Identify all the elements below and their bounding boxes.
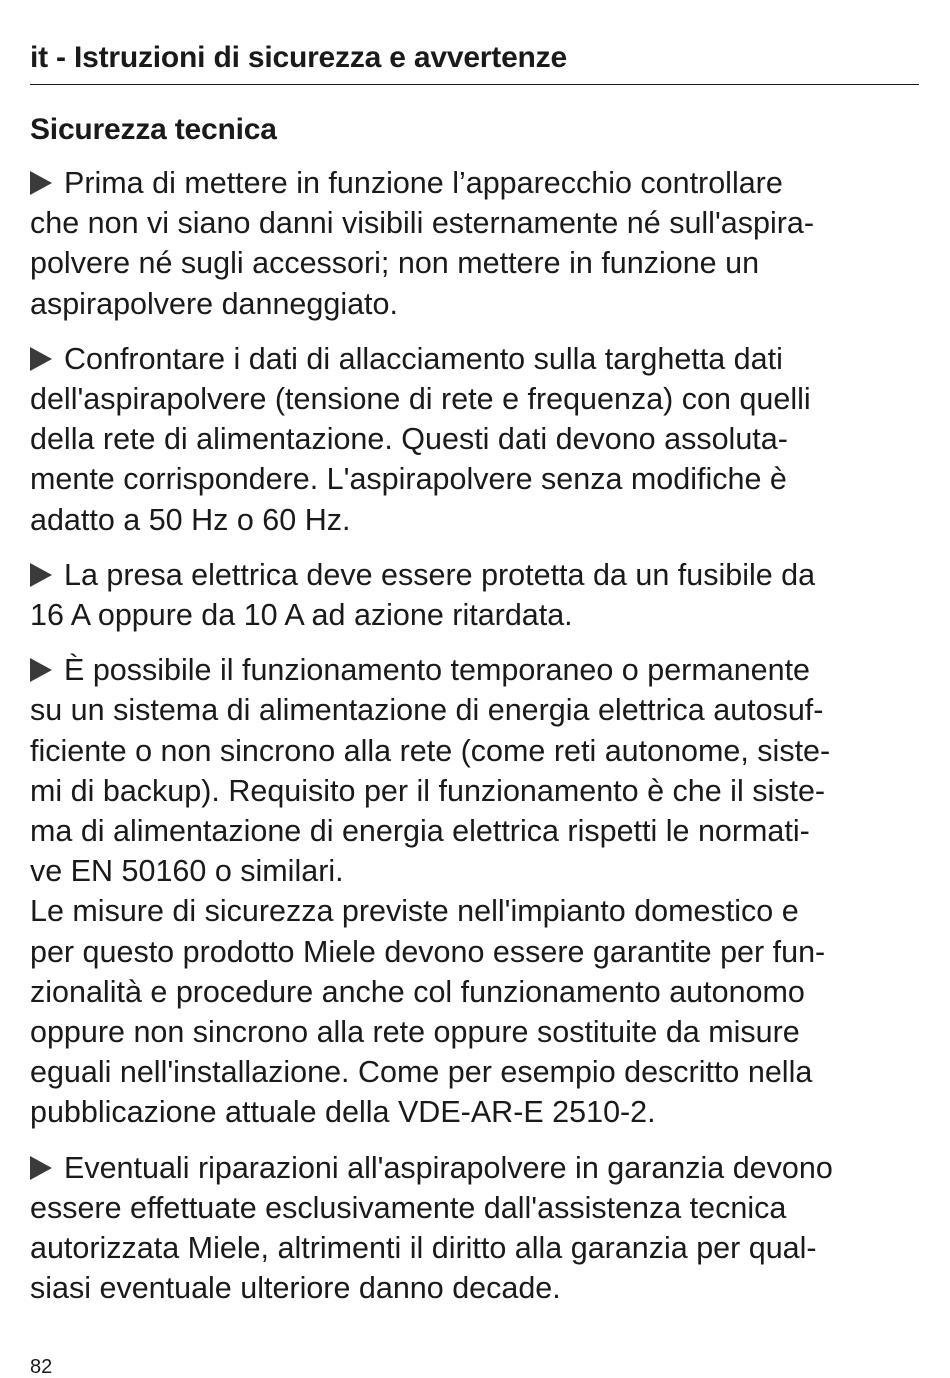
text-line: siasi eventuale ulteriore danno decade.	[30, 1271, 561, 1306]
text-line: polvere né sugli accessori; non mettere in funzione un	[30, 246, 760, 281]
page-header: it - Istruzioni di sicurezza e avvertenze	[30, 38, 919, 85]
text-line: ma di alimentazione di energia elettrica rispetti le normati-	[30, 814, 810, 849]
text-line: essere effettuate esclusivamente dall'assistenza tecnica	[30, 1190, 787, 1225]
text-line	[30, 339, 920, 379]
bullet-arrow-icon	[30, 1156, 52, 1180]
text-line	[30, 163, 920, 203]
text-line: Le misure di sicurezza previste nell'impianto domestico e	[30, 894, 799, 929]
text-line: dell'aspirapolvere (tensione di rete e frequenza) con quelli	[30, 382, 811, 417]
text-line: su un sistema di alimentazione di energia elettrica autosuf-	[30, 693, 824, 728]
text-line	[30, 650, 920, 690]
section-title: Sicurezza tecnica	[30, 113, 277, 146]
text-line: che non vi siano danni visibili esternamente né sull'aspira-	[30, 206, 815, 241]
text-line: mi di backup). Requisito per il funzionamento è che il siste-	[30, 773, 826, 808]
bullet-arrow-icon	[30, 658, 52, 682]
safety-item	[30, 339, 920, 540]
text-line-content: È possibile il funzionamento temporaneo o permanente	[64, 653, 811, 688]
safety-item	[30, 163, 920, 324]
content-body	[30, 163, 920, 1323]
safety-item	[30, 555, 920, 635]
text-line: zionalità e procedure anche col funzionamento autonomo	[30, 974, 805, 1009]
safety-item	[30, 650, 920, 1132]
text-line: pubblicazione attuale della VDE-AR-E 2510-2.	[30, 1095, 656, 1130]
text-line-content: La presa elettrica deve essere protetta da un fusibile da	[64, 557, 816, 592]
text-line: della rete di alimentazione. Questi dati devono assoluta-	[30, 422, 788, 457]
text-line-content: Prima di mettere in funzione l’apparecchio controllare	[64, 166, 783, 200]
safety-item	[30, 1148, 920, 1309]
text-line-content: Confrontare i dati di allacciamento sulla targhetta dati	[64, 341, 783, 376]
text-line: oppure non sincrono alla rete oppure sostituite da misure	[30, 1015, 800, 1050]
text-line: mente corrispondere. L'aspirapolvere senza modifiche è	[30, 462, 787, 497]
text-line: 16 A oppure da 10 A ad azione ritardata.	[30, 598, 573, 633]
text-line: ficiente o non sincrono alla rete (come reti autonome, siste-	[30, 733, 831, 768]
text-line: eguali nell'installazione. Come per esempio descritto nella	[30, 1055, 813, 1090]
text-line: autorizzata Miele, altrimenti il diritto alla garanzia per qual-	[30, 1231, 817, 1266]
bullet-arrow-icon	[30, 347, 52, 371]
text-line	[30, 1148, 920, 1188]
text-line: ve EN 50160 o similari.	[30, 854, 344, 889]
page-number: 82	[30, 1356, 53, 1378]
text-line: per questo prodotto Miele devono essere garantite per fun-	[30, 934, 826, 969]
text-line: aspirapolvere danneggiato.	[30, 286, 398, 321]
text-line: adatto a 50 Hz o 60 Hz.	[30, 502, 351, 537]
bullet-arrow-icon	[30, 563, 52, 587]
text-line-content: Eventuali riparazioni all'aspirapolvere in garanzia devono	[64, 1150, 833, 1185]
text-line	[30, 555, 920, 595]
bullet-arrow-icon	[30, 171, 52, 195]
document-page	[30, 0, 920, 1378]
